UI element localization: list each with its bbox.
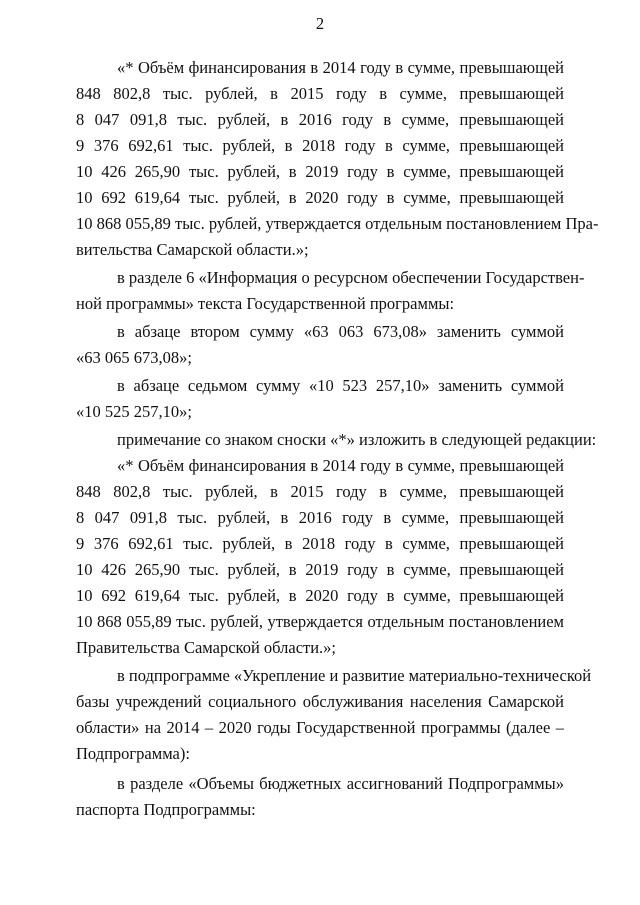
- text-line: примечание со знаком сноски «*» изложить в следующей редакции:: [117, 430, 597, 449]
- text-line: 10 426 265,90 тыс. рублей, в 2019 году в сумме, превышающей: [76, 162, 564, 181]
- text-line: 848 802,8 тыс. рублей, в 2015 году в сумме, превышающей: [76, 84, 564, 103]
- text-line: ной программы» текста Государственной программы:: [76, 294, 455, 313]
- text-line: «63 065 673,08»;: [76, 348, 192, 367]
- text-line: «* Объём финансирования в 2014 году в сумме, превышающей: [117, 456, 564, 475]
- text-line: «10 525 257,10»;: [76, 402, 192, 421]
- text-line: 9 376 692,61 тыс. рублей, в 2018 году в сумме, превышающей: [76, 136, 564, 155]
- text-line: вительства Самарской области.»;: [76, 240, 309, 259]
- text-line: Подпрограмма):: [76, 744, 190, 763]
- text-line: 8 047 091,8 тыс. рублей, в 2016 году в сумме, превышающей: [76, 508, 564, 527]
- text-line: в разделе 6 «Информация о ресурсном обеспечении Государствен-: [117, 268, 585, 287]
- text-line: 848 802,8 тыс. рублей, в 2015 году в сумме, превышающей: [76, 482, 564, 501]
- text-line: «* Объём финансирования в 2014 году в сумме, превышающей: [117, 58, 564, 77]
- text-line: 10 692 619,64 тыс. рублей, в 2020 году в сумме, превышающей: [76, 188, 564, 207]
- text-line: 8 047 091,8 тыс. рублей, в 2016 году в сумме, превышающей: [76, 110, 564, 129]
- text-line: в разделе «Объемы бюджетных ассигнований Подпрограммы»: [117, 774, 564, 793]
- text-line: 10 868 055,89 тыс. рублей, утверждается отдельным постановлением: [76, 612, 564, 631]
- text-line: в абзаце седьмом сумму «10 523 257,10» заменить суммой: [117, 376, 564, 395]
- text-line: базы учреждений социального обслуживания населения Самарской: [76, 692, 564, 711]
- text-line: в подпрограмме «Укрепление и развитие материально-технической: [117, 666, 592, 685]
- text-line: области» на 2014 – 2020 годы Государственной программы (далее –: [76, 718, 564, 737]
- text-line: в абзаце втором сумму «63 063 673,08» заменить суммой: [117, 322, 564, 341]
- page-number: 2: [315, 14, 325, 33]
- text-line: паспорта Подпрограммы:: [76, 800, 256, 819]
- text-line: 10 868 055,89 тыс. рублей, утверждается отдельным постановлением Пра-: [76, 214, 599, 233]
- text-line: 10 426 265,90 тыс. рублей, в 2019 году в сумме, превышающей: [76, 560, 564, 579]
- text-line: Правительства Самарской области.»;: [76, 638, 337, 657]
- text-line: 10 692 619,64 тыс. рублей, в 2020 году в сумме, превышающей: [76, 586, 564, 605]
- text-line: 9 376 692,61 тыс. рублей, в 2018 году в сумме, превышающей: [76, 534, 564, 553]
